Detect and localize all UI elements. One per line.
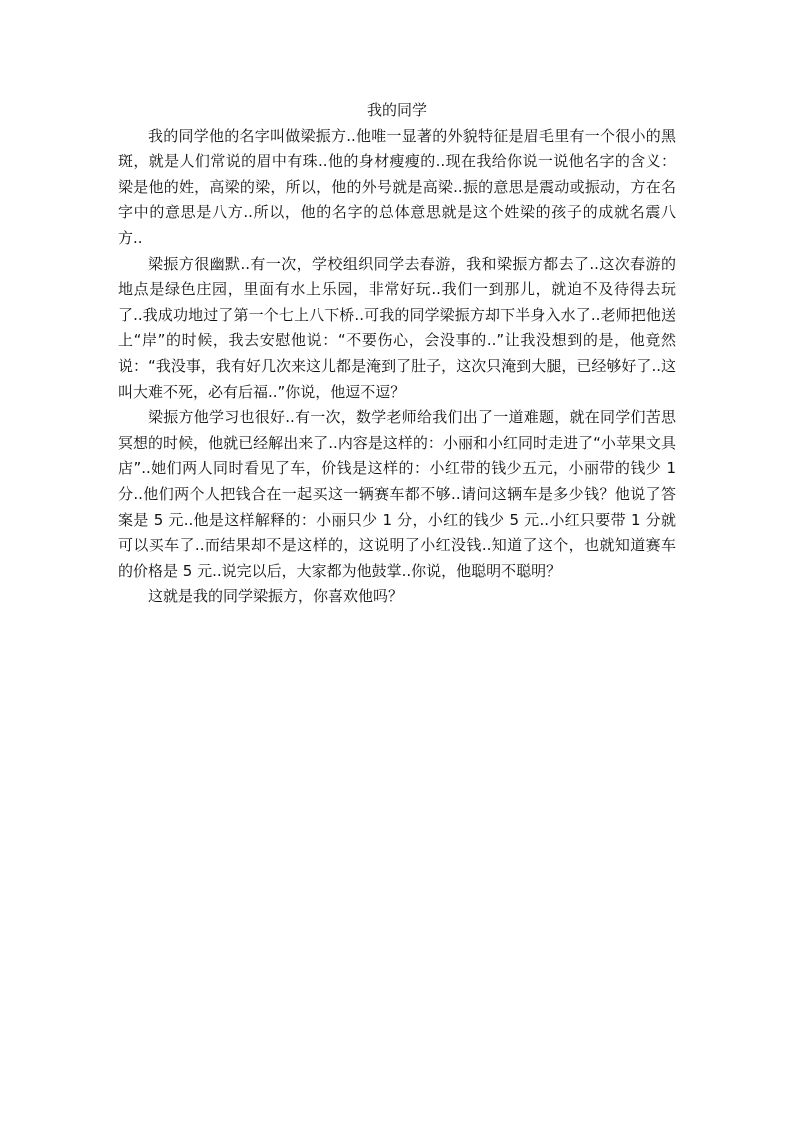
document-body (118, 98, 676, 610)
paragraph-4: 这就是我的同学梁振方，你喜欢他吗？ (148, 587, 404, 606)
document-title: 我的同学 (366, 101, 427, 119)
paragraph-1: 我的同学他的名字叫做梁振方..他唯一显著的外貌特征是眉毛里有一个很小的黑斑，就是人们常说的眉中有珠..他的身材瘦瘦的..现在我给你说一说他名字的含义：梁是他的姓，高梁的梁，所以，他的外号就是高梁..振的意思是震动或振动，方在名字中的意思是八方..所以，他的名字的总体意思就是这个姓梁的孩子的成就名震八方.. (118, 126, 676, 247)
paragraph-3: 梁振方他学习也很好..有一次，数学老师给我们出了一道难题，就在同学们苦思冥想的时候，他就已经解出来了..内容是这样的：小丽和小红同时走进了“小苹果文具店”..她们两人同时看见了车，价钱是这样的：小红带的钱少五元，小丽带的钱少 1 分..他们两个人把钱合在一起买这一辆赛车都不够..请问这辆车是多少钱？他说了答案是 5 元..他是这样解释的：小丽只少 1 分，小红的钱少 5 元..小红只要带 1 分就可以买车了..而结果却不是这样的，这说明了小红没钱..知道了这个，也就知道赛车的价格是 5 元..说完以后，大家都为他鼓掌..你说，他聪明不聪明？ (118, 408, 676, 580)
paragraph-2: 梁振方很幽默..有一次，学校组织同学去春游，我和梁振方都去了..这次春游的地点是绿色庄园，里面有水上乐园，非常好玩..我们一到那儿，就迫不及待得去玩了..我成功地过了第一个七上八下桥..可我的同学梁振方却下半身入水了..老师把他送上“岸”的时候，我去安慰他说：“不要伤心，会没事的..”让我没想到的是，他竟然说：“我没事，我有好几次来这儿都是淹到了肚子，这次只淹到大腿，已经够好了..这叫大难不死，必有后福..”你说，他逗不逗？ (118, 254, 676, 401)
